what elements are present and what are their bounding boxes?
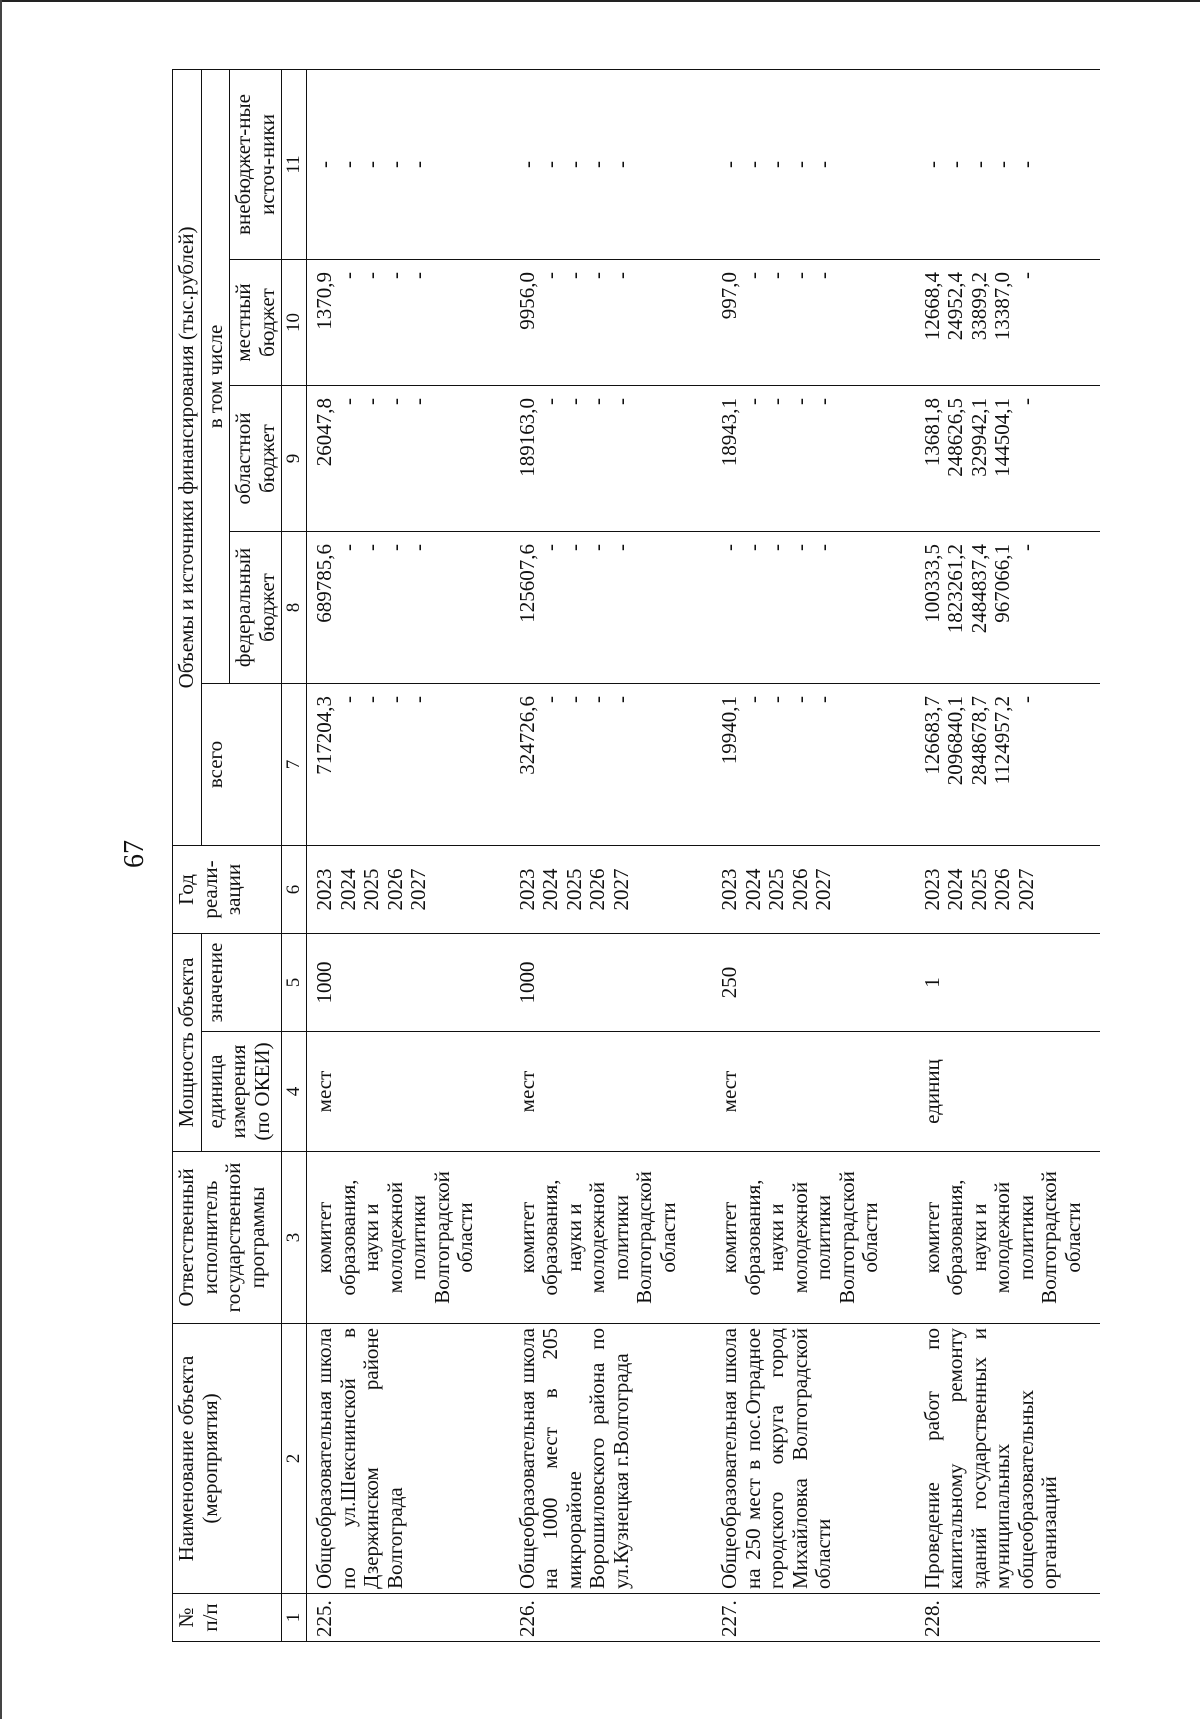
header-funding: Объемы и источники финансирования (тыс.рублей) xyxy=(173,69,202,845)
table-row xyxy=(712,69,915,1641)
year-value: 2023 xyxy=(312,868,337,911)
amount-value: - xyxy=(1013,160,1038,168)
amount-value: - xyxy=(382,272,407,279)
amount-value: 9956,0 xyxy=(514,272,539,330)
amount-value: - xyxy=(608,160,633,168)
table-row xyxy=(915,69,1100,1641)
year-value: 2023 xyxy=(717,868,742,911)
local-budget-cell xyxy=(307,260,510,386)
amount-value: - xyxy=(787,696,812,703)
year-value: 2026 xyxy=(585,868,610,911)
year-value: 2024 xyxy=(538,868,563,911)
amount-value: - xyxy=(335,696,360,703)
regional-budget-cell xyxy=(712,386,915,532)
column-number: 4 xyxy=(282,1032,307,1152)
amount-value: 13681,8 xyxy=(919,398,944,467)
column-number-row xyxy=(282,69,307,1641)
amount-value: - xyxy=(966,160,991,168)
amount-value: - xyxy=(811,272,836,279)
amount-value: 125607,6 xyxy=(514,544,539,623)
unit-of-measure: единиц xyxy=(915,1032,1100,1152)
amount-value: 189163,0 xyxy=(514,398,539,477)
amount-value: - xyxy=(335,398,360,405)
years-cell xyxy=(915,846,1100,934)
amount-value: - xyxy=(1013,272,1038,279)
amount-value: 248626,5 xyxy=(943,398,968,477)
year-value: 2023 xyxy=(514,868,539,911)
header-capacity: Мощность объекта xyxy=(173,934,202,1152)
amount-value: - xyxy=(561,696,586,703)
amount-value: - xyxy=(335,272,360,279)
executor-name: комитет образования, науки и молодежной политики Волгоградской области xyxy=(307,1152,510,1324)
financing-table xyxy=(172,69,1100,1642)
amount-value: - xyxy=(811,398,836,405)
unit-of-measure: мест xyxy=(307,1032,510,1152)
amount-value: 967066,1 xyxy=(990,544,1015,623)
year-value: 2026 xyxy=(990,868,1015,911)
column-number: 2 xyxy=(282,1324,307,1594)
amount-value: 2484837,4 xyxy=(966,544,991,634)
column-number: 10 xyxy=(282,260,307,386)
amount-value: 144504,1 xyxy=(990,398,1015,477)
amount-value: 24952,4 xyxy=(943,272,968,341)
year-value: 2025 xyxy=(561,868,586,911)
amount-value: - xyxy=(764,272,789,279)
local-budget-cell xyxy=(712,260,915,386)
regional-budget-cell xyxy=(307,386,510,532)
amount-value: 1124957,2 xyxy=(990,696,1015,785)
scan-top-edge xyxy=(0,0,1200,2)
amount-value: - xyxy=(811,160,836,168)
header-name: Наименование объекта (мероприятия) xyxy=(173,1324,282,1594)
unit-of-measure: мест xyxy=(712,1032,915,1152)
amount-value: - xyxy=(538,272,563,279)
amount-value: - xyxy=(382,160,407,168)
header-num: № п/п xyxy=(173,1594,282,1642)
amount-value: - xyxy=(1013,398,1038,405)
extrabudget-cell xyxy=(712,69,915,259)
total-cell xyxy=(915,684,1100,846)
amount-value: 26047,8 xyxy=(312,398,337,467)
header-total: всего xyxy=(201,684,282,846)
year-value: 2027 xyxy=(406,868,431,911)
header-federal: федеральный бюджет xyxy=(230,532,282,684)
amount-value: 329942,1 xyxy=(966,398,991,477)
amount-value: 12668,4 xyxy=(919,272,944,341)
column-number: 8 xyxy=(282,532,307,684)
amount-value: 19940,1 xyxy=(717,696,742,765)
years-cell xyxy=(510,846,713,934)
amount-value: 2096840,1 xyxy=(943,696,968,786)
amount-value: - xyxy=(359,696,384,703)
total-cell xyxy=(712,684,915,846)
column-number: 6 xyxy=(282,846,307,934)
amount-value: 100333,5 xyxy=(919,544,944,623)
year-value: 2025 xyxy=(359,868,384,911)
amount-value: 324726,6 xyxy=(514,696,539,775)
page-number: 67 xyxy=(119,840,150,868)
year-value: 2023 xyxy=(919,868,944,911)
capacity-value: 250 xyxy=(712,934,915,1032)
table-row xyxy=(307,69,510,1641)
regional-budget-cell xyxy=(915,386,1100,532)
amount-value: - xyxy=(538,398,563,405)
header-local: местный бюджет xyxy=(230,260,282,386)
amount-value: - xyxy=(919,160,944,168)
year-value: 2024 xyxy=(943,868,968,911)
header-year: Год реали-зации xyxy=(173,846,282,934)
amount-value: - xyxy=(585,696,610,703)
amount-value: - xyxy=(538,160,563,168)
amount-value: - xyxy=(811,544,836,551)
amount-value: 2848678,7 xyxy=(966,696,991,786)
years-cell xyxy=(712,846,915,934)
amount-value: - xyxy=(538,696,563,703)
amount-value: - xyxy=(764,544,789,551)
amount-value: - xyxy=(764,160,789,168)
total-cell xyxy=(307,684,510,846)
column-number: 7 xyxy=(282,684,307,846)
year-value: 2027 xyxy=(608,868,633,911)
amount-value: - xyxy=(406,544,431,551)
year-value: 2027 xyxy=(811,868,836,911)
amount-value: - xyxy=(382,398,407,405)
rotated-table-container xyxy=(172,70,1084,1642)
amount-value: - xyxy=(740,696,765,703)
column-number: 1 xyxy=(282,1594,307,1642)
amount-value: - xyxy=(406,398,431,405)
amount-value: 689785,6 xyxy=(312,544,337,623)
amount-value: 997,0 xyxy=(717,272,742,320)
regional-budget-cell xyxy=(510,386,713,532)
row-number: 227. xyxy=(712,1594,915,1642)
federal-budget-cell xyxy=(510,532,713,684)
amount-value: - xyxy=(943,160,968,168)
total-cell xyxy=(510,684,713,846)
amount-value: - xyxy=(335,544,360,551)
amount-value: - xyxy=(514,160,539,168)
header-extrabudget: внебюджет-ные источ-ники xyxy=(230,69,282,259)
row-number: 228. xyxy=(915,1594,1100,1642)
header-executor: Ответственный исполнитель государственной программы xyxy=(173,1152,282,1324)
year-value: 2025 xyxy=(764,868,789,911)
column-number: 11 xyxy=(282,69,307,259)
amount-value: - xyxy=(787,160,812,168)
amount-value: - xyxy=(740,398,765,405)
federal-budget-cell xyxy=(915,532,1100,684)
amount-value: - xyxy=(764,696,789,703)
object-name: Общеобразовательная школа на 250 мест в пос.Отрадное городского округа город Михайловка Волгоградской области xyxy=(712,1324,915,1594)
header-including: в том числе xyxy=(201,69,230,683)
amount-value: - xyxy=(740,272,765,279)
amount-value: - xyxy=(608,544,633,551)
extrabudget-cell xyxy=(510,69,713,259)
amount-value: - xyxy=(585,544,610,551)
amount-value: - xyxy=(335,160,360,168)
amount-value: 1823261,2 xyxy=(943,544,968,634)
row-number: 225. xyxy=(307,1594,510,1642)
amount-value: - xyxy=(608,398,633,405)
amount-value: - xyxy=(811,696,836,703)
object-name: Общеобразовательная школа на 1000 мест в 205 микрорайоне Ворошиловского района по ул.Кузнецкая г.Волгограда xyxy=(510,1324,713,1594)
column-number: 9 xyxy=(282,386,307,532)
extrabudget-cell xyxy=(915,69,1100,259)
federal-budget-cell xyxy=(712,532,915,684)
amount-value: - xyxy=(561,272,586,279)
amount-value: - xyxy=(717,160,742,168)
amount-value: - xyxy=(561,398,586,405)
column-number: 3 xyxy=(282,1152,307,1324)
amount-value: 33899,2 xyxy=(966,272,991,341)
amount-value: 717204,3 xyxy=(312,696,337,775)
amount-value: - xyxy=(406,272,431,279)
years-cell xyxy=(307,846,510,934)
unit-of-measure: мест xyxy=(510,1032,713,1152)
amount-value: - xyxy=(382,696,407,703)
amount-value: - xyxy=(359,398,384,405)
amount-value: 126683,7 xyxy=(919,696,944,775)
header-unit: единица измерения (по ОКЕИ) xyxy=(201,1032,282,1152)
amount-value: 1370,9 xyxy=(312,272,337,330)
year-value: 2024 xyxy=(740,868,765,911)
header-value: значение xyxy=(201,934,282,1032)
amount-value: - xyxy=(608,696,633,703)
amount-value: - xyxy=(585,272,610,279)
capacity-value: 1 xyxy=(915,934,1100,1032)
year-value: 2026 xyxy=(382,868,407,911)
local-budget-cell xyxy=(915,260,1100,386)
amount-value: - xyxy=(787,398,812,405)
object-name: Проведение работ по капитальному ремонту зданий государственных и муниципальных общеобразовательных организаций xyxy=(915,1324,1100,1594)
federal-budget-cell xyxy=(307,532,510,684)
amount-value: - xyxy=(406,696,431,703)
amount-value: - xyxy=(608,272,633,279)
table-row xyxy=(510,69,713,1641)
amount-value: - xyxy=(312,160,337,168)
extrabudget-cell xyxy=(307,69,510,259)
amount-value: - xyxy=(585,398,610,405)
table-body xyxy=(307,69,1100,1641)
capacity-value: 1000 xyxy=(307,934,510,1032)
amount-value: - xyxy=(359,272,384,279)
executor-name: комитет образования, науки и молодежной политики Волгоградской области xyxy=(712,1152,915,1324)
object-name: Общеобразовательная школа по ул.Шекснинской в Дзержинском районе Волгограда xyxy=(307,1324,510,1594)
amount-value: - xyxy=(1013,544,1038,551)
amount-value: 18943,1 xyxy=(717,398,742,467)
amount-value: - xyxy=(561,160,586,168)
amount-value: - xyxy=(585,160,610,168)
capacity-value: 1000 xyxy=(510,934,713,1032)
column-number: 5 xyxy=(282,934,307,1032)
amount-value: - xyxy=(561,544,586,551)
amount-value: - xyxy=(740,160,765,168)
executor-name: комитет образования, науки и молодежной политики Волгоградской области xyxy=(510,1152,713,1324)
scan-left-edge xyxy=(0,0,2,1719)
amount-value: - xyxy=(787,544,812,551)
executor-name: комитет образования, науки и молодежной политики Волгоградской области xyxy=(915,1152,1100,1324)
year-value: 2027 xyxy=(1013,868,1038,911)
amount-value: - xyxy=(1013,696,1038,703)
header-regional: областной бюджет xyxy=(230,386,282,532)
amount-value: - xyxy=(740,544,765,551)
amount-value: - xyxy=(359,544,384,551)
year-value: 2025 xyxy=(966,868,991,911)
amount-value: 13387,0 xyxy=(990,272,1015,341)
amount-value: - xyxy=(764,398,789,405)
row-number: 226. xyxy=(510,1594,713,1642)
amount-value: - xyxy=(538,544,563,551)
amount-value: - xyxy=(990,160,1015,168)
local-budget-cell xyxy=(510,260,713,386)
amount-value: - xyxy=(382,544,407,551)
year-value: 2026 xyxy=(787,868,812,911)
year-value: 2024 xyxy=(335,868,360,911)
amount-value: - xyxy=(359,160,384,168)
amount-value: - xyxy=(717,544,742,551)
amount-value: - xyxy=(787,272,812,279)
amount-value: - xyxy=(406,160,431,168)
